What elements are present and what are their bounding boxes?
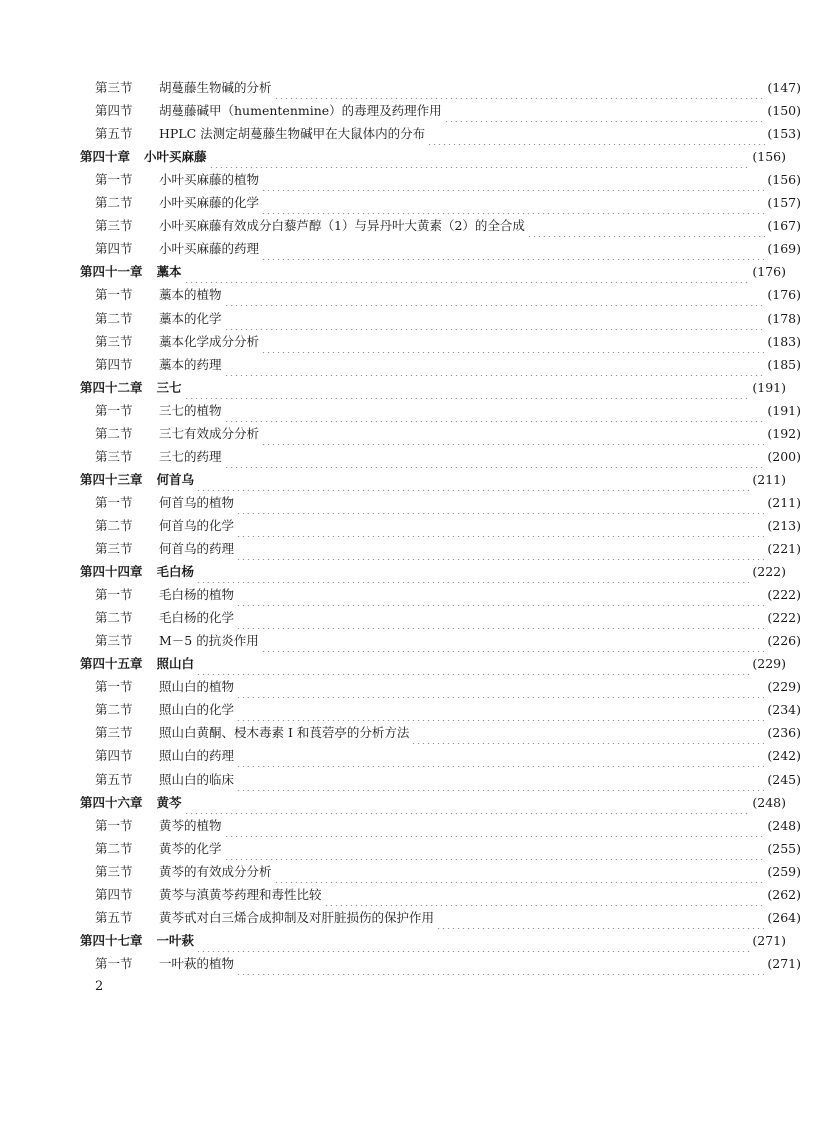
toc-title: 胡蔓藤生物碱的分析 bbox=[159, 80, 272, 95]
toc-section-row bbox=[0, 675, 813, 698]
toc-section-row bbox=[0, 283, 813, 306]
toc-label: 第四十三章 bbox=[80, 471, 143, 487]
toc-section-row bbox=[0, 906, 813, 929]
toc-chapter-row bbox=[0, 560, 813, 583]
toc-page: (221) bbox=[767, 541, 801, 556]
toc-leader-dots bbox=[196, 929, 750, 952]
toc-leader-dots bbox=[236, 744, 765, 767]
toc-leader-dots bbox=[196, 560, 750, 583]
toc-title: 藁本的药理 bbox=[159, 356, 222, 372]
toc-label: 第一节 bbox=[95, 402, 133, 418]
toc-chapter-row bbox=[0, 376, 813, 399]
toc-label: 第一节 bbox=[95, 287, 133, 303]
toc-section-row bbox=[0, 307, 813, 330]
toc-leader-dots bbox=[444, 99, 766, 122]
toc-leader-dots bbox=[261, 422, 765, 445]
toc-page: (176) bbox=[752, 264, 786, 280]
toc-title: 黄芩的有效成分分析 bbox=[159, 863, 272, 879]
toc-leader-dots bbox=[224, 814, 766, 837]
toc-page: (259) bbox=[767, 863, 801, 879]
toc-title: 小叶买麻藤 bbox=[144, 149, 207, 165]
toc-section-row bbox=[0, 606, 813, 629]
toc-page: (211) bbox=[752, 471, 786, 487]
toc-title: 一叶萩的植物 bbox=[159, 955, 235, 971]
toc-section-row bbox=[0, 353, 813, 376]
toc-leader-dots bbox=[184, 376, 751, 399]
toc-label: 第一节 bbox=[95, 955, 133, 971]
toc-label: 第四节 bbox=[95, 748, 133, 764]
toc-label: 第三节 bbox=[95, 725, 133, 741]
toc-section-row bbox=[0, 837, 813, 860]
toc-page: (185) bbox=[767, 356, 801, 372]
toc-label: 第三节 bbox=[95, 541, 133, 556]
toc-leader-dots bbox=[224, 837, 766, 860]
toc-label: 第四十二章 bbox=[80, 379, 143, 395]
toc-page: (264) bbox=[767, 909, 801, 925]
toc-leader-dots bbox=[196, 468, 750, 491]
toc-leader-dots bbox=[236, 583, 765, 606]
toc-page: (183) bbox=[767, 333, 801, 349]
toc-title: 照山白的植物 bbox=[159, 679, 235, 695]
toc-label: 第一节 bbox=[95, 494, 133, 510]
toc-leader-dots bbox=[209, 145, 751, 168]
toc-label: 第四十一章 bbox=[80, 264, 143, 280]
toc-label: 第二节 bbox=[95, 702, 133, 718]
toc-page: (213) bbox=[767, 517, 801, 533]
toc-title: 照山白 bbox=[156, 656, 195, 672]
toc-label: 第二节 bbox=[95, 310, 133, 326]
toc-title: 何首乌的化学 bbox=[159, 517, 235, 533]
toc-section-row bbox=[0, 491, 813, 514]
toc-title: 毛白杨 bbox=[156, 564, 195, 580]
toc-leader-dots bbox=[236, 514, 765, 537]
toc-label: 第三节 bbox=[95, 448, 133, 464]
toc-page: (271) bbox=[752, 932, 786, 948]
toc-section-row bbox=[0, 698, 813, 721]
toc-section-row bbox=[0, 583, 813, 606]
toc-page: (156) bbox=[752, 149, 786, 165]
toc-title: 一叶萩 bbox=[156, 932, 195, 948]
toc-title: 黄芩甙对白三烯合成抑制及对肝脏损伤的保护作用 bbox=[159, 909, 435, 925]
toc-page: (191) bbox=[767, 402, 801, 418]
toc-section-row bbox=[0, 768, 813, 791]
toc-title: 黄芩与滇黄芩药理和毒性比较 bbox=[159, 886, 322, 902]
toc-section-row bbox=[0, 168, 813, 191]
toc-title: 何首乌的植物 bbox=[159, 494, 235, 510]
toc-page: (222) bbox=[767, 587, 801, 603]
toc-title: 黄芩的植物 bbox=[159, 817, 222, 833]
toc-page: (211) bbox=[767, 494, 801, 510]
toc-page: (229) bbox=[767, 679, 801, 695]
toc-leader-dots bbox=[224, 399, 766, 422]
toc-page: (153) bbox=[767, 126, 801, 142]
toc-chapter-row bbox=[0, 791, 813, 814]
toc-label: 第四节 bbox=[95, 241, 133, 257]
toc-title: 毛白杨的化学 bbox=[159, 610, 235, 626]
toc-page: (167) bbox=[767, 218, 801, 234]
toc-label: 第一节 bbox=[95, 587, 133, 603]
toc-title: 小叶买麻藤有效成分白藜芦醇（1）与异丹叶大黄素（2）的全合成 bbox=[159, 218, 525, 234]
toc-title: 藁本化学成分分析 bbox=[159, 333, 260, 349]
toc-section-row bbox=[0, 860, 813, 883]
toc-section-row bbox=[0, 952, 813, 975]
toc-label: 第三节 bbox=[95, 333, 133, 349]
toc-title: 照山白黄酮、梫木毒素 I 和莨菪亭的分析方法 bbox=[159, 725, 410, 741]
toc-section-row bbox=[0, 237, 813, 260]
toc-label: 第五节 bbox=[95, 126, 133, 142]
toc-leader-dots bbox=[261, 168, 765, 191]
toc-section-row bbox=[0, 330, 813, 353]
toc-label: 第二节 bbox=[95, 517, 133, 533]
toc-leader-dots bbox=[261, 330, 765, 353]
toc-label: 第二节 bbox=[95, 610, 133, 626]
toc-section-row bbox=[0, 537, 813, 560]
toc-title: 照山白的化学 bbox=[159, 702, 235, 718]
toc-page: (245) bbox=[767, 771, 801, 787]
toc-leader-dots bbox=[236, 698, 765, 721]
toc-leader-dots bbox=[274, 76, 766, 99]
toc-title: 何首乌的药理 bbox=[159, 541, 235, 556]
toc-leader-dots bbox=[436, 906, 765, 929]
toc-leader-dots bbox=[236, 606, 765, 629]
toc-leader-dots bbox=[261, 191, 765, 214]
toc-page: (222) bbox=[752, 564, 786, 580]
toc-label: 第三节 bbox=[95, 218, 133, 234]
toc-leader-dots bbox=[324, 883, 766, 906]
toc-label: 第四十六章 bbox=[80, 794, 143, 810]
toc-title: 何首乌 bbox=[156, 471, 195, 487]
toc-leader-dots bbox=[236, 768, 765, 791]
toc-label: 第一节 bbox=[95, 817, 133, 833]
toc-chapter-row bbox=[0, 652, 813, 675]
toc-label: 第五节 bbox=[95, 909, 133, 925]
toc-page: (150) bbox=[767, 103, 801, 119]
toc-section-row bbox=[0, 721, 813, 744]
toc-section-row bbox=[0, 445, 813, 468]
toc-label: 第一节 bbox=[95, 172, 133, 188]
toc-page: (248) bbox=[752, 794, 786, 810]
toc-label: 第一节 bbox=[95, 679, 133, 695]
toc-label: 第三节 bbox=[95, 80, 133, 95]
toc-section-row bbox=[0, 629, 813, 652]
toc-page: (262) bbox=[767, 886, 801, 902]
toc-label: 第二节 bbox=[95, 195, 133, 211]
toc-page: (192) bbox=[767, 425, 801, 441]
toc-label: 第四十章 bbox=[80, 149, 131, 165]
toc-page: (236) bbox=[767, 725, 801, 741]
toc-section-row bbox=[0, 422, 813, 445]
toc-title: 三七的植物 bbox=[159, 402, 222, 418]
toc-leader-dots bbox=[196, 652, 750, 675]
toc-leader-dots bbox=[427, 122, 765, 145]
toc-section-row bbox=[0, 744, 813, 767]
toc-leader-dots bbox=[236, 952, 765, 975]
toc-section-row bbox=[0, 814, 813, 837]
toc-section-row bbox=[0, 514, 813, 537]
toc-leader-dots bbox=[236, 491, 765, 514]
toc-section-row bbox=[0, 214, 813, 237]
toc-page: (242) bbox=[767, 748, 801, 764]
toc-title: 小叶买麻藤的化学 bbox=[159, 195, 260, 211]
toc-leader-dots bbox=[236, 537, 765, 560]
toc-label: 第四十七章 bbox=[80, 932, 143, 948]
toc-leader-dots bbox=[236, 675, 765, 698]
toc-title: 毛白杨的植物 bbox=[159, 587, 235, 603]
toc-page: (157) bbox=[767, 195, 801, 211]
toc-page: (169) bbox=[767, 241, 801, 257]
toc-title: 藁本 bbox=[156, 264, 182, 280]
toc-leader-dots bbox=[224, 445, 766, 468]
toc-title: 照山白的药理 bbox=[159, 748, 235, 764]
toc-section-row bbox=[0, 122, 813, 145]
toc-title: 黄芩 bbox=[156, 794, 182, 810]
toc-title: 黄芩的化学 bbox=[159, 840, 222, 856]
toc-label: 第二节 bbox=[95, 840, 133, 856]
toc-page: (191) bbox=[752, 379, 786, 395]
toc-label: 第三节 bbox=[95, 863, 133, 879]
toc-leader-dots bbox=[184, 791, 751, 814]
toc-page: (255) bbox=[767, 840, 801, 856]
toc-title: 三七有效成分分析 bbox=[159, 425, 260, 441]
toc-page: (271) bbox=[767, 955, 801, 971]
toc-leader-dots bbox=[261, 237, 765, 260]
toc-chapter-row bbox=[0, 929, 813, 952]
toc-title: 小叶买麻藤的植物 bbox=[159, 172, 260, 188]
toc-leader-dots bbox=[224, 283, 766, 306]
toc-page: (147) bbox=[767, 80, 801, 95]
toc-leader-dots bbox=[184, 260, 751, 283]
toc-chapter-row bbox=[0, 260, 813, 283]
toc-label: 第四节 bbox=[95, 356, 133, 372]
toc-title: 藁本的化学 bbox=[159, 310, 222, 326]
toc-chapter-row bbox=[0, 468, 813, 491]
toc-leader-dots bbox=[411, 721, 765, 744]
toc-leader-dots bbox=[261, 629, 766, 652]
toc-page: (200) bbox=[767, 448, 801, 464]
toc-title: HPLC 法测定胡蔓藤生物碱甲在大鼠体内的分布 bbox=[159, 126, 426, 142]
toc-page: (226) bbox=[767, 633, 801, 649]
toc-section-row bbox=[0, 99, 813, 122]
toc-section-row bbox=[0, 883, 813, 906]
toc-page: (222) bbox=[767, 610, 801, 626]
toc-label: 第四节 bbox=[95, 886, 133, 902]
toc-title: 胡蔓藤碱甲（humentenmine）的毒理及药理作用 bbox=[159, 103, 442, 119]
toc-label: 第三节 bbox=[95, 633, 133, 649]
toc-label: 第二节 bbox=[95, 425, 133, 441]
toc-leader-dots bbox=[274, 860, 766, 883]
toc-label: 第四十五章 bbox=[80, 656, 143, 672]
toc-page: (234) bbox=[767, 702, 801, 718]
toc-section-row bbox=[0, 399, 813, 422]
toc-page: (156) bbox=[767, 172, 801, 188]
toc-title: 三七 bbox=[156, 379, 182, 395]
toc-title: 藁本的植物 bbox=[159, 287, 222, 303]
toc-section-row bbox=[0, 191, 813, 214]
toc-chapter-row bbox=[0, 145, 813, 168]
toc-title: 小叶买麻藤的药理 bbox=[159, 241, 260, 257]
toc-title: 照山白的临床 bbox=[159, 771, 235, 787]
toc-page: (178) bbox=[767, 310, 801, 326]
toc-leader-dots bbox=[224, 353, 766, 376]
toc-page: (248) bbox=[767, 817, 801, 833]
toc-section-row bbox=[0, 76, 813, 99]
toc-leader-dots bbox=[527, 214, 765, 237]
page-number: 2 bbox=[95, 979, 104, 994]
toc-page: (229) bbox=[752, 656, 786, 672]
toc-title: M－5 的抗炎作用 bbox=[159, 633, 259, 649]
toc-leader-dots bbox=[224, 307, 766, 330]
toc-label: 第四节 bbox=[95, 103, 133, 119]
toc-title: 三七的药理 bbox=[159, 448, 222, 464]
toc-label: 第五节 bbox=[95, 771, 133, 787]
toc-page: (176) bbox=[767, 287, 801, 303]
toc-label: 第四十四章 bbox=[80, 564, 143, 580]
